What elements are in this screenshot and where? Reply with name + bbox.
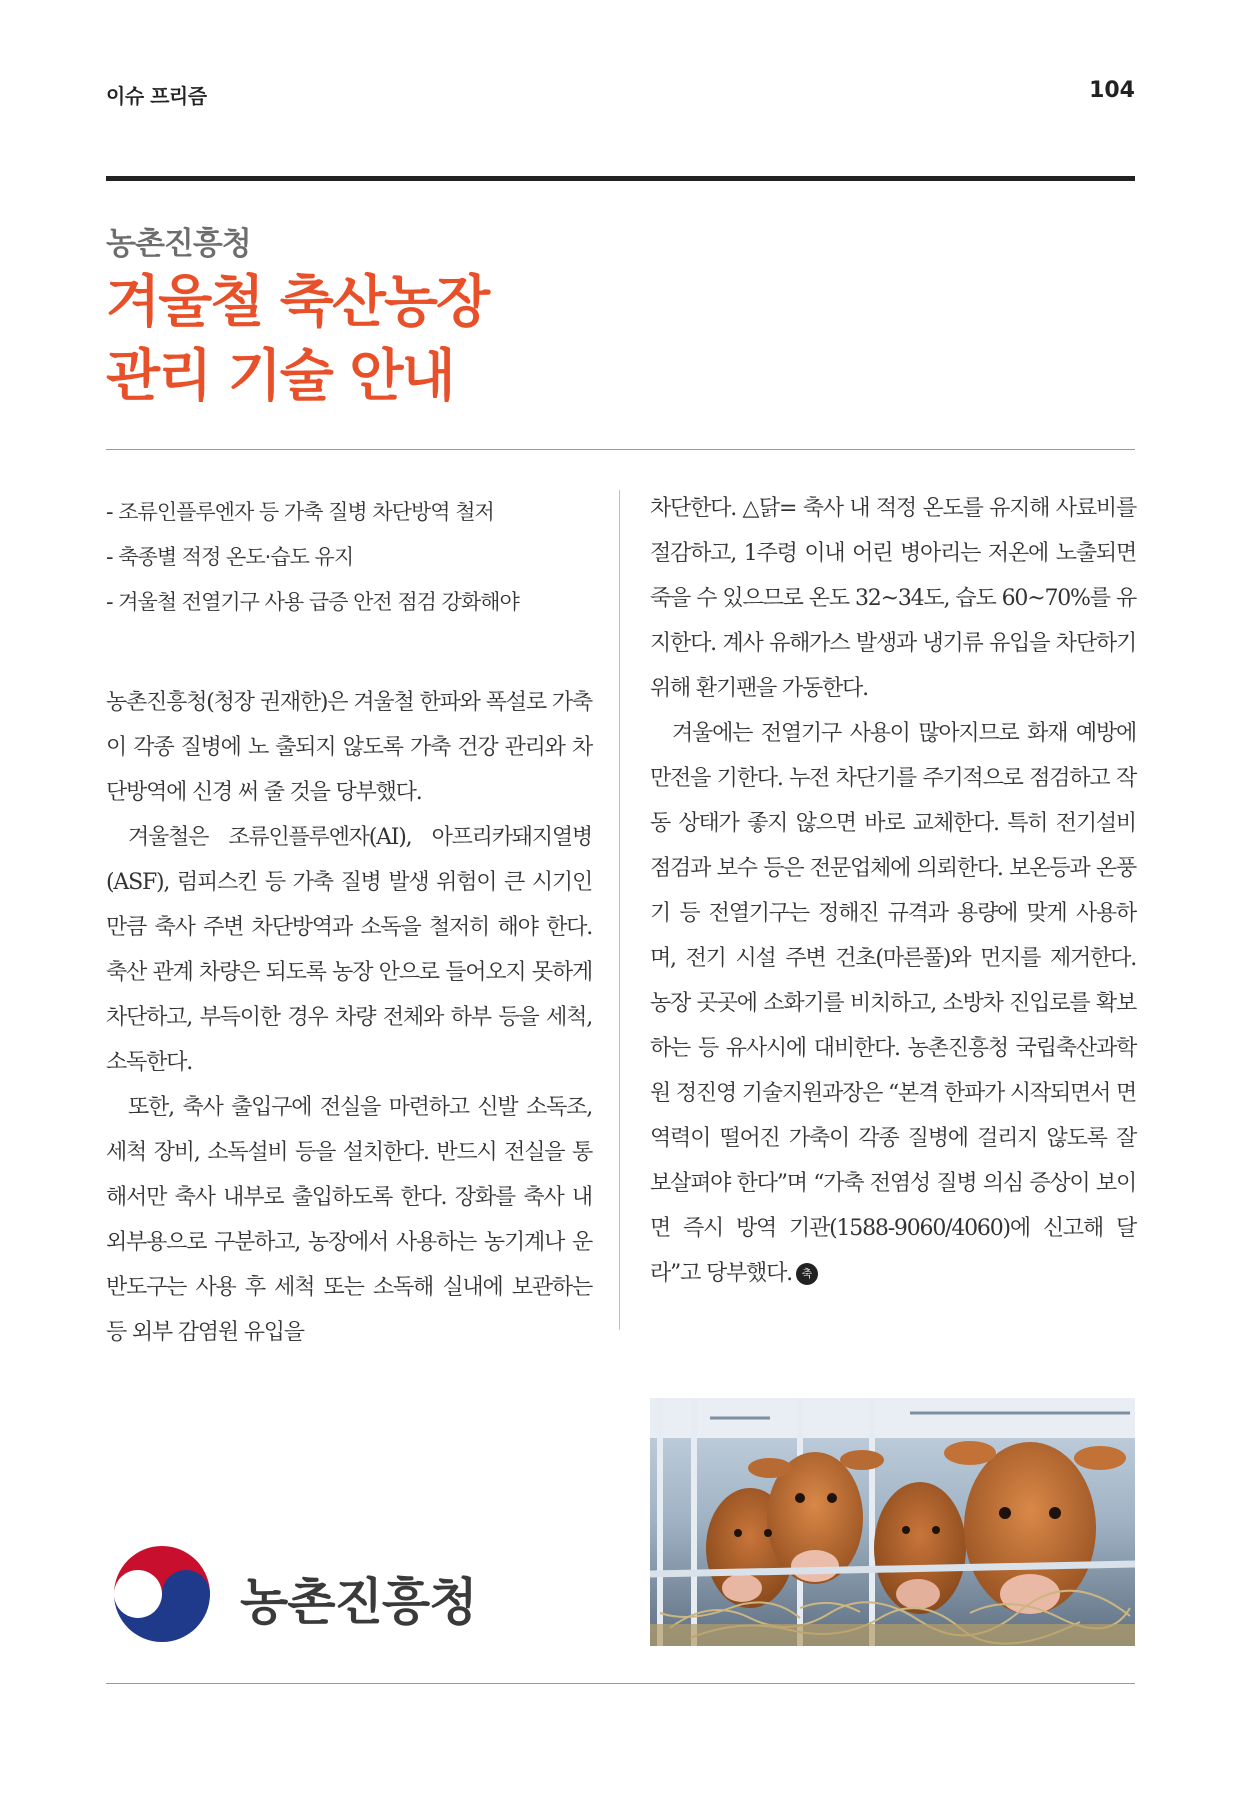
body-paragraph-text: 겨울에는 전열기구 사용이 많아지므로 화재 예방에 만전을 기한다. 누전 차단기를 주기적으로 점검하고 작동 상태가 좋지 않으면 바로 교체한다. 특히 전기설비 점검과 보수 등은 전문업체에 의뢰한다. 보온등과 온풍기 등 전열기구는 정해진 규격과 용량에 맞게 사용하며, 전기 시설 주변 건초(마른풀)와 먼지를 제거한다. 농장 곳곳에 소화기를 비치하고, 소방차 진입로를 확보하는 등 유사시에 대비한다. 농촌진흥청 국립축산과학원 정진영 기술지원과장은 “본격 한파가 시작되면서 면역력이 떨어진 가축이 각종 질병에 걸리지 않도록 잘 보살펴야 한다”며 “가축 전염성 질병 의심 증상이 보이면 즉시 방역 기관(1588-9060/4060)에 신고해 달라”고 당부했다. bbox=[650, 721, 1136, 1286]
page-number: 104 bbox=[1089, 78, 1135, 103]
logo-text: 농촌진흥청 bbox=[240, 1573, 477, 1631]
summary-item: - 축종별 적정 온도·습도 유지 bbox=[106, 545, 354, 569]
left-column bbox=[106, 490, 592, 1355]
org-logo bbox=[106, 1540, 566, 1650]
body-paragraph: 겨울철은 조류인플루엔자(AI), 아프리카돼지열병(ASF), 럼피스킨 등 가축 질병 발생 위험이 큰 시기인 만큼 축사 주변 차단방역과 소독을 철저히 해야 한다. 축산 관계 차량은 되도록 농장 안으로 들어오지 못하게 차단하고, 부득이한 경우 차량 전체와 하부 등을 세척, 소독한다. bbox=[106, 825, 592, 1075]
headline bbox=[106, 266, 488, 414]
column-divider bbox=[619, 490, 620, 1330]
end-mark-icon: 축 bbox=[796, 1263, 818, 1285]
bottom-rule bbox=[106, 1683, 1135, 1684]
org-title: 농촌진흥청 bbox=[106, 226, 251, 262]
mid-rule bbox=[106, 449, 1135, 450]
headline-line-1: 겨울철 축산농장 bbox=[106, 270, 489, 335]
summary-item: - 조류인플루엔자 등 가축 질병 차단방역 철저 bbox=[106, 500, 494, 524]
body-paragraph: 농촌진흥청(청장 권재한)은 겨울철 한파와 폭설로 가축이 각종 질병에 노 출되지 않도록 가축 건강 관리와 차단방역에 신경 써 줄 것을 당부했다. bbox=[106, 690, 592, 805]
body-paragraph: 또한, 축사 출입구에 전실을 마련하고 신발 소독조, 세척 장비, 소독설비 등을 설치한다. 반드시 전실을 통해서만 축사 내부로 출입하도록 한다. 장화를 축사 내외부용으로 구분하고, 농장에서 사용하는 농기계나 운반도구는 사용 후 세척 또는 소독해 실내에 보관하는 등 외부 감염원 유입을 bbox=[106, 1095, 592, 1345]
summary-list bbox=[106, 490, 592, 625]
taegeuk-logo-icon bbox=[106, 1540, 218, 1652]
summary-item: - 겨울철 전열기구 사용 급증 안전 점검 강화해야 bbox=[106, 590, 519, 614]
section-label: 이슈 프리즘 bbox=[106, 84, 207, 108]
cattle-photo bbox=[650, 1398, 1135, 1646]
top-rule bbox=[106, 176, 1135, 181]
body-paragraph: 차단한다. △닭= 축사 내 적정 온도를 유지해 사료비를 절감하고, 1주령 이내 어린 병아리는 저온에 노출되면 죽을 수 있으므로 온도 32~34도, 습도 60~70%를 유지한다. 계사 유해가스 발생과 냉기류 유입을 차단하기 위해 환기팬을 가동한다. bbox=[650, 496, 1136, 701]
body-paragraph bbox=[650, 711, 1136, 1296]
right-column bbox=[650, 486, 1136, 1296]
headline-line-2: 관리 기술 안내 bbox=[106, 344, 454, 409]
